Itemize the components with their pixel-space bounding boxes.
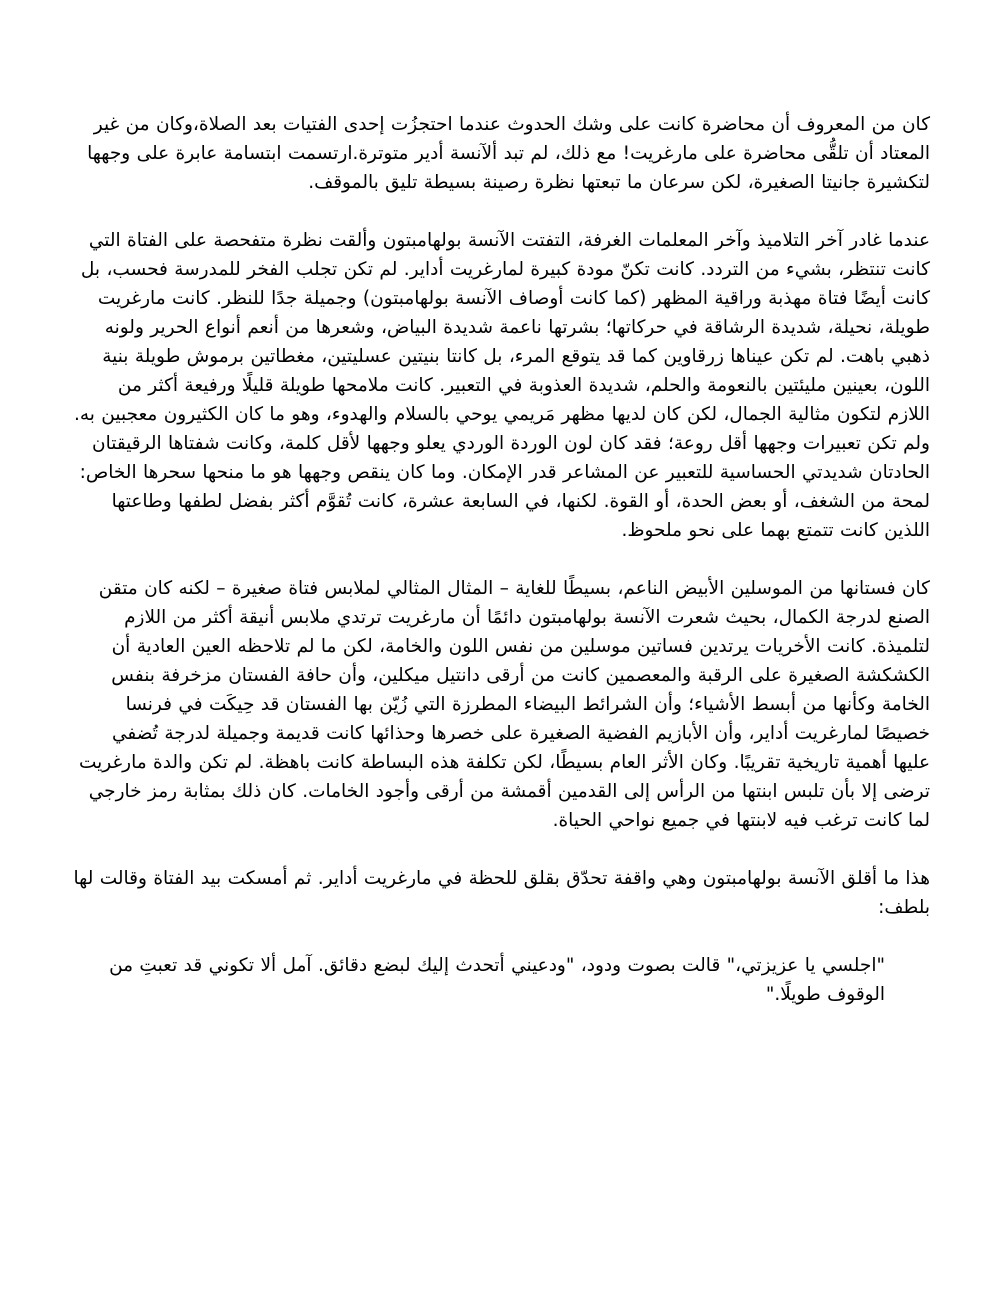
paragraph-miss-polehampton-worry: هذا ما أقلق الآنسة بولهامبتون وهي واقفة تحدّق بقلق للحظة في مارغريت أداير. ثم أمسكت بيد الفتاة وقالت لها بلطف: xyxy=(73,868,930,918)
paragraph-dress-description: كان فستانها من الموسلين الأبيض الناعم، بسيطًا للغاية – المثال المثالي لملابس فتاة صغيرة – لكنه كان متقن الصنع لدرجة الكمال، بحيث شعرت الآنسة بولهامبتون دائمًا أن مارغريت ترتدي ملابس أنيقة أكثر من اللازم لتلميذة. كانت الأخريات يرتدين فساتين موسلين من نفس اللون والخامة، لكن ما لم تلاحظه العين العادية أن الكشكشة الصغيرة على الرقبة والمعصمين كانت من أرقى دانتيل ميكلين، وأن حافة الفستان مزخرفة بنفس الخامة وكأنها من أبسط الأشياء؛ وأن الشرائط البيضاء المطرزة التي زُيّن بها الفستان قد حِيكَت في فرنسا خصيصًا لمارغريت أداير، وأن الأبازيم الفضية الصغيرة على خصرها وحذائها كانت قديمة وجميلة لدرجة تُضفي عليها أهمية تاريخية تقريبًا. وكان الأثر العام بسيطًا، لكن تكلفة هذه البساطة كانت باهظة. لم تكن والدة مارغريت ترضى إلا بأن تلبس ابنتها من الرأس إلى القدمين أقمشة من أرقى وأجود الخامات. كان ذلك بمثابة رمز خارجي لما كانت ترغب فيه لابنتها في جميع نواحي الحياة. xyxy=(78,578,930,831)
paragraph-margaret-description: عندما غادر آخر التلاميذ وآخر المعلمات الغرفة، التفتت الآنسة بولهامبتون وألقت نظرة متفحصة على الفتاة التي كانت تنتظر، بشيء من التردد. كانت تكنّ مودة كبيرة لمارغريت أداير. لم تكن تجلب الفخر للمدرسة فحسب، بل كانت أيضًا فتاة مهذبة وراقية المظهر (كما كانت أوصاف الآنسة بولهامبتون) وجميلة جدًا للنظر. كانت مارغريت طويلة، نحيلة، شديدة الرشاقة في حركاتها؛ بشرتها ناعمة شديدة البياض، وشعرها من أنعم أنواع الحرير ولونه ذهبي باهت. لم تكن عيناها زرقاوين كما قد يتوقع المرء، بل كانتا بنيتين عسليتين، مغطاتين برموش طويلة بنية اللون، بعينين مليئتين بالنعومة والحلم، شديدة العذوبة في التعبير. كانت ملامحها طويلة قليلًا ورفيعة أكثر من اللازم لتكون مثالية الجمال، لكن كان لديها مظهر مَريمي يوحي بالسلام والهدوء، وهو ما كان الكثيرون معجبين به. ولم تكن تعبيرات وجهها أقل روعة؛ فقد كان لون الوردة الوردي يعلو وجهها لأقل كلمة، وكانت شفتاها الرقيقتان الحادتان شديدتي الحساسية للتعبير عن المشاعر قدر الإمكان. وما كان ينقص وجهها هو ما منحها سحرها الخاص: لمحة من الشغف، أو بعض الحدة، أو القوة. لكنها، في السابعة عشرة، كانت تُقوَّم أكثر بفضل لطفها وطاعتها اللذين كانت تتمتع بهما على نحو ملحوظ. xyxy=(73,230,930,541)
paragraph-dialogue-quote: "اجلسي يا عزيزتي،" قالت بصوت ودود، "ودعيني أتحدث إليك لبضع دقائق. آمل ألا تكوني قد تعبتِ من الوقوف طويلًا." xyxy=(109,955,885,1005)
paragraph-intro: كان من المعروف أن محاضرة كانت على وشك الحدوث عندما احتجزُت إحدى الفتيات بعد الصلاة،وكان من غير المعتاد أن تلقُّى محاضرة على مارغريت! مع ذلك، لم تبد ألآنسة أدير متوترة.ارتسمت ابتسامة عابرة على وجهها لتكشيرة جانيتا الصغيرة، لكن سرعان ما تبعتها نظرة رصينة بسيطة تليق بالموقف. xyxy=(87,114,930,193)
